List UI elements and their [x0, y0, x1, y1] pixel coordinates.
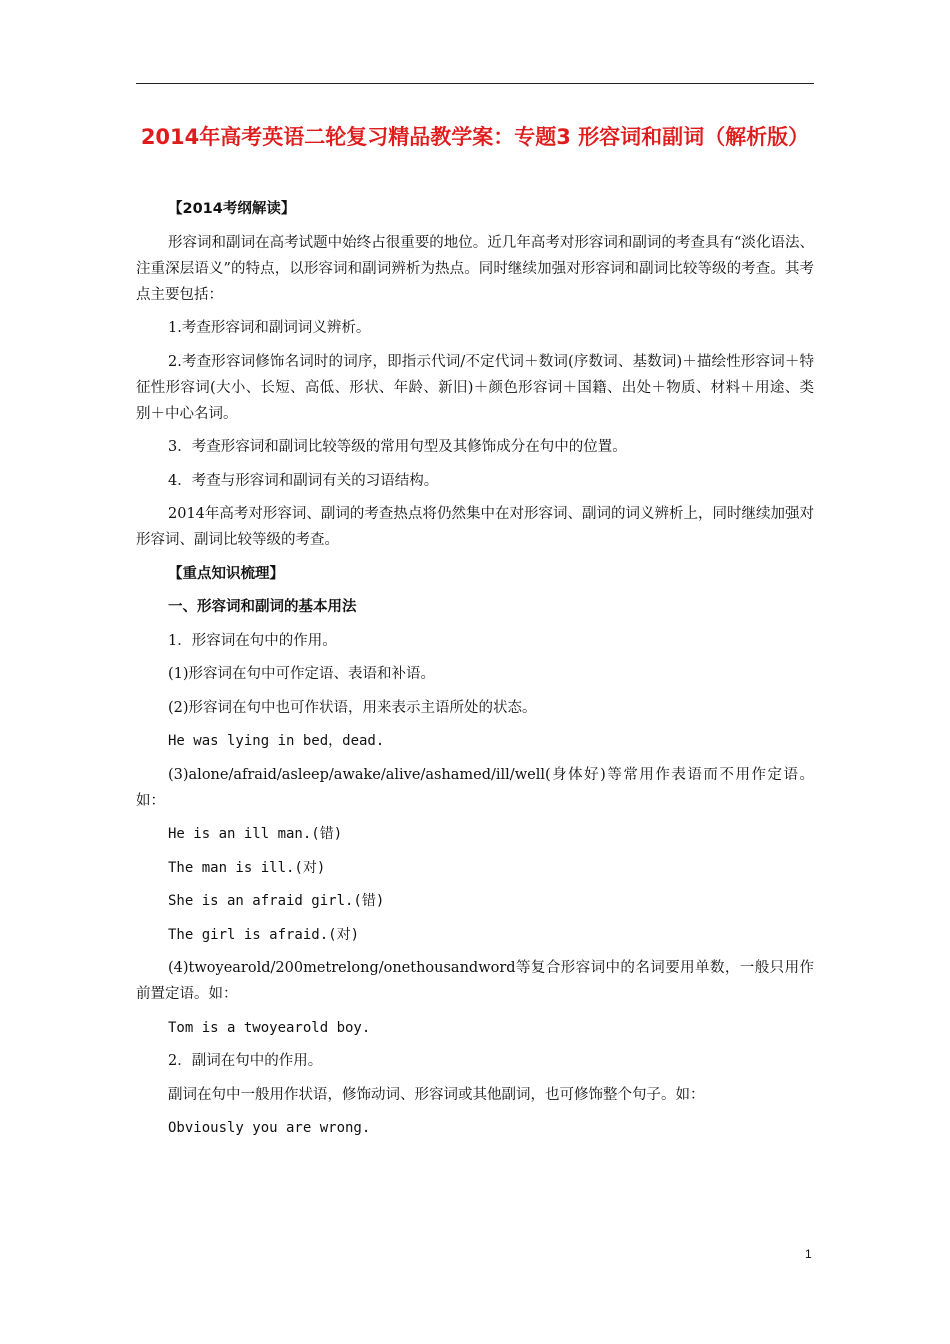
example-sentence: He was lying in bed，dead. — [168, 733, 385, 749]
paragraph: 2．副词在句中的作用。 — [168, 1053, 323, 1069]
example-sentence: Tom is a twoyearold boy. — [168, 1019, 371, 1036]
list-item: 1.考查形容词和副词词义辨析。 — [168, 320, 371, 336]
paragraph: 2014年高考对形容词、副词的考查热点将仍然集中在对形容词、副词的词义辨析上，同时继续加强对形容词、副词比较等级的考查。 — [136, 506, 814, 548]
example-sentence: She is an afraid girl.(错) — [168, 893, 385, 909]
paragraph: 形容词和副词在高考试题中始终占很重要的地位。近几年高考对形容词和副词的考查具有“淡化语法、注重深层语义”的特点，以形容词和副词辨析为热点。同时继续加强对形容词和副词比较等级的考查。其考点主要包括： — [136, 234, 814, 303]
section-heading: 【2014考纲解读】 — [168, 201, 296, 217]
example-sentence: He is an ill man.(错) — [168, 826, 343, 842]
paragraph: (3)alone/afraid/asleep/awake/alive/ashamed/ill/well(身体好)等常用作表语而不用作定语。如： — [136, 766, 814, 809]
paragraph: (4)twoyearold/200metrelong/onethousandword等复合形容词中的名词要用单数，一般只用作前置定语。如： — [136, 960, 814, 1002]
section-heading: 【重点知识梳理】 — [168, 565, 284, 582]
paragraph: (1)形容词在句中可作定语、表语和补语。 — [168, 666, 436, 682]
header-rule — [136, 83, 814, 84]
list-item: 2.考查形容词修饰名词时的词序，即指示代词/不定代词＋数词(序数词、基数词)＋描绘性形容词＋特征性形容词(大小、长短、高低、形状、年龄、新旧)＋颜色形容词＋国籍、出处＋物质、材料＋用途、类别＋中心名词。 — [136, 353, 814, 422]
example-sentence: Obviously you are wrong. — [168, 1120, 371, 1136]
list-item: 3．考查形容词和副词比较等级的常用句型及其修饰成分在句中的位置。 — [168, 439, 627, 455]
example-sentence: The girl is afraid.(对) — [168, 926, 360, 943]
page-number: 1 — [805, 1247, 812, 1261]
document-title: 2014年高考英语二轮复习精品教学案：专题3 形容词和副词（解析版） — [140, 125, 810, 149]
document-body — [136, 196, 814, 1149]
list-item: 4．考查与形容词和副词有关的习语结构。 — [168, 472, 439, 489]
example-sentence: The man is ill.(对) — [168, 859, 326, 876]
paragraph: (2)形容词在句中也可作状语，用来表示主语所处的状态。 — [168, 699, 537, 716]
subsection-heading: 一、形容词和副词的基本用法 — [168, 599, 357, 615]
paragraph: 副词在句中一般用作状语，修饰动词、形容词或其他副词，也可修饰整个句子。如： — [168, 1086, 705, 1103]
paragraph: 1．形容词在句中的作用。 — [168, 632, 337, 649]
